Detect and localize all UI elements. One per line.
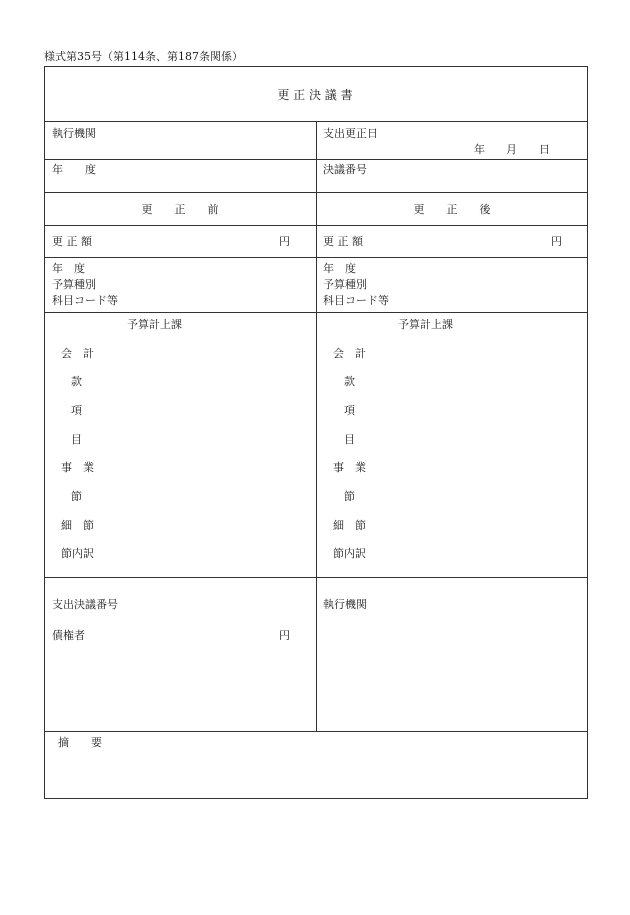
budget-dept-after: 予算計上課	[398, 318, 453, 331]
divider	[44, 731, 588, 732]
section-kan-label: 款	[344, 375, 355, 388]
section-kan-label: 款	[71, 375, 82, 388]
creditor-yen-unit: 円	[279, 629, 290, 642]
clause-label: 節	[344, 490, 355, 503]
date-day-label: 日	[539, 143, 550, 156]
item-moku-label: 目	[71, 433, 82, 446]
fiscal-year-after: 年 度	[323, 262, 356, 275]
account-label: 会 計	[333, 347, 366, 360]
summary-label: 摘 要	[58, 736, 102, 749]
document-title: 更 正 決 議 書	[277, 88, 353, 102]
account-code-after: 科目コード等	[323, 294, 389, 307]
project-label: 事 業	[61, 461, 94, 474]
before-correction-header: 更 正 前	[141, 203, 219, 216]
item-kou-label: 項	[71, 404, 82, 417]
correction-date-label: 支出更正日	[323, 127, 378, 140]
form-number: 様式第35号（第114条、第187条関係）	[44, 50, 243, 63]
resolution-number-label: 決議番号	[323, 163, 367, 176]
payment-resolution-number-label: 支出決議番号	[52, 598, 118, 611]
budget-type-before: 予算種別	[52, 278, 96, 291]
amount-label-before: 更 正 額	[52, 235, 92, 248]
date-year-label: 年	[474, 143, 485, 156]
yen-unit-after: 円	[551, 235, 562, 248]
account-label: 会 計	[61, 347, 94, 360]
clause-breakdown-label: 節内訳	[61, 547, 94, 560]
clause-label: 節	[71, 490, 82, 503]
project-label: 事 業	[333, 461, 366, 474]
item-kou-label: 項	[344, 404, 355, 417]
budget-type-after: 予算種別	[323, 278, 367, 291]
sub-clause-label: 細 節	[61, 519, 94, 532]
account-code-before: 科目コード等	[52, 294, 118, 307]
budget-dept-before: 予算計上課	[127, 318, 182, 331]
amount-label-after: 更 正 額	[323, 235, 363, 248]
yen-unit-before: 円	[279, 235, 290, 248]
date-month-label: 月	[506, 143, 517, 156]
clause-breakdown-label: 節内訳	[333, 547, 366, 560]
item-moku-label: 目	[344, 433, 355, 446]
fiscal-year-before: 年 度	[52, 262, 85, 275]
fiscal-year-label: 年 度	[52, 163, 96, 176]
creditor-label: 債権者	[52, 629, 85, 642]
sub-clause-label: 細 節	[333, 519, 366, 532]
executing-agency-label: 執行機関	[52, 127, 96, 140]
after-correction-header: 更 正 後	[413, 203, 491, 216]
executing-agency-lower-label: 執行機関	[323, 598, 367, 611]
